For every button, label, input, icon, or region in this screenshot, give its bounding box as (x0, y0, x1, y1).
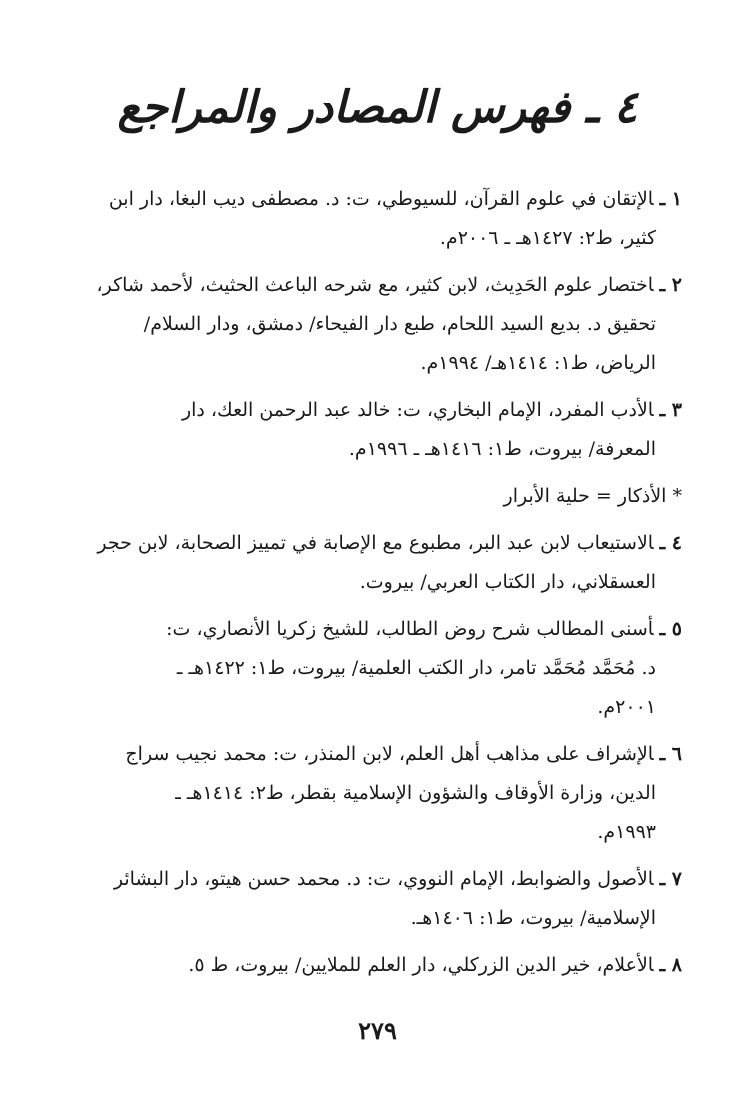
references-list (82, 180, 682, 993)
entry-number: ٧ ـ (659, 868, 682, 890)
entry-line: تحقيق د. بديع السيد اللحام، طبع دار الفيحاء/ دمشق، ودار السلام/ (143, 313, 656, 335)
entry-number: ١ ـ (659, 188, 682, 210)
reference-entry-5 (82, 610, 682, 727)
page-number: ٢٧٩ (358, 1016, 397, 1045)
section-heading: ٤ ـ فهرس المصادر والمراجع (117, 82, 638, 133)
entry-line: الدين، وزارة الأوقاف والشؤون الإسلامية بقطر، ط٢: ١٤١٤هـ ـ (175, 782, 656, 804)
entry-number: ٦ ـ (659, 743, 682, 765)
entry-number: ٥ ـ (659, 618, 682, 640)
entry-number: ٣ ـ (659, 399, 682, 421)
entry-line: العسقلاني، دار الكتاب العربي/ بيروت. (359, 571, 656, 593)
entry-number: ٤ ـ (659, 532, 682, 554)
entry-line: الرياض، ط١: ١٤١٤هـ/ ١٩٩٤م. (420, 352, 656, 374)
entry-line: الإشراف على مذاهب أهل العلم، لابن المنذر، ت: محمد نجيب سراج (125, 743, 654, 765)
entry-line: الاستيعاب لابن عبد البر، مطبوع مع الإصابة في تمييز الصحابة، لابن حجر (97, 532, 654, 554)
reference-entry-8 (82, 946, 682, 985)
entry-number: ٨ ـ (659, 954, 682, 976)
reference-entry-3 (82, 391, 682, 469)
entry-number: ٢ ـ (659, 274, 682, 296)
entry-line: الإتقان في علوم القرآن، للسيوطي، ت: د. مصطفى ديب البغا، دار ابن (108, 188, 654, 210)
reference-entry-4 (82, 524, 682, 602)
entry-line: كثير، ط٢: ١٤٢٧هـ ـ ٢٠٠٦م. (439, 227, 656, 249)
entry-line: اختصار علوم الحَدِيث، لابن كثير، مع شرحه الباعث الحثيث، لأحمد شاكر، (96, 274, 654, 296)
entry-line: أسنى المطالب شرح روض الطالب، للشيخ زكريا الأنصاري، ت: (166, 618, 654, 640)
entry-line: الإسلامية/ بيروت، ط١: ١٤٠٦هـ. (410, 907, 656, 929)
reference-entry-2 (82, 266, 682, 383)
entry-line: الأصول والضوابط، الإمام النووي، ت: د. محمد حسن هيتو، دار البشائر (113, 868, 654, 890)
entry-line: ١٩٩٣م. (597, 821, 656, 843)
reference-entry-7 (82, 860, 682, 938)
entry-line: الأدب المفرد، الإمام البخاري، ت: خالد عبد الرحمن العك، دار (181, 399, 654, 421)
entry-line: المعرفة/ بيروت، ط١: ١٤١٦هـ ـ ١٩٩٦م. (348, 438, 656, 460)
reference-entry-1 (82, 180, 682, 258)
entry-line: د. مُحَمَّد مُحَمَّد تامر، دار الكتب العلمية/ بيروت، ط١: ١٤٢٢هـ ـ (176, 657, 656, 679)
reference-entry-6 (82, 735, 682, 852)
entry-line: ٢٠٠١م. (597, 696, 656, 718)
cross-reference-note: * الأذكار = حلية الأبرار (503, 485, 682, 507)
entry-line: الأعلام، خير الدين الزركلي، دار العلم للملايين/ بيروت، ط ٥. (188, 954, 654, 976)
